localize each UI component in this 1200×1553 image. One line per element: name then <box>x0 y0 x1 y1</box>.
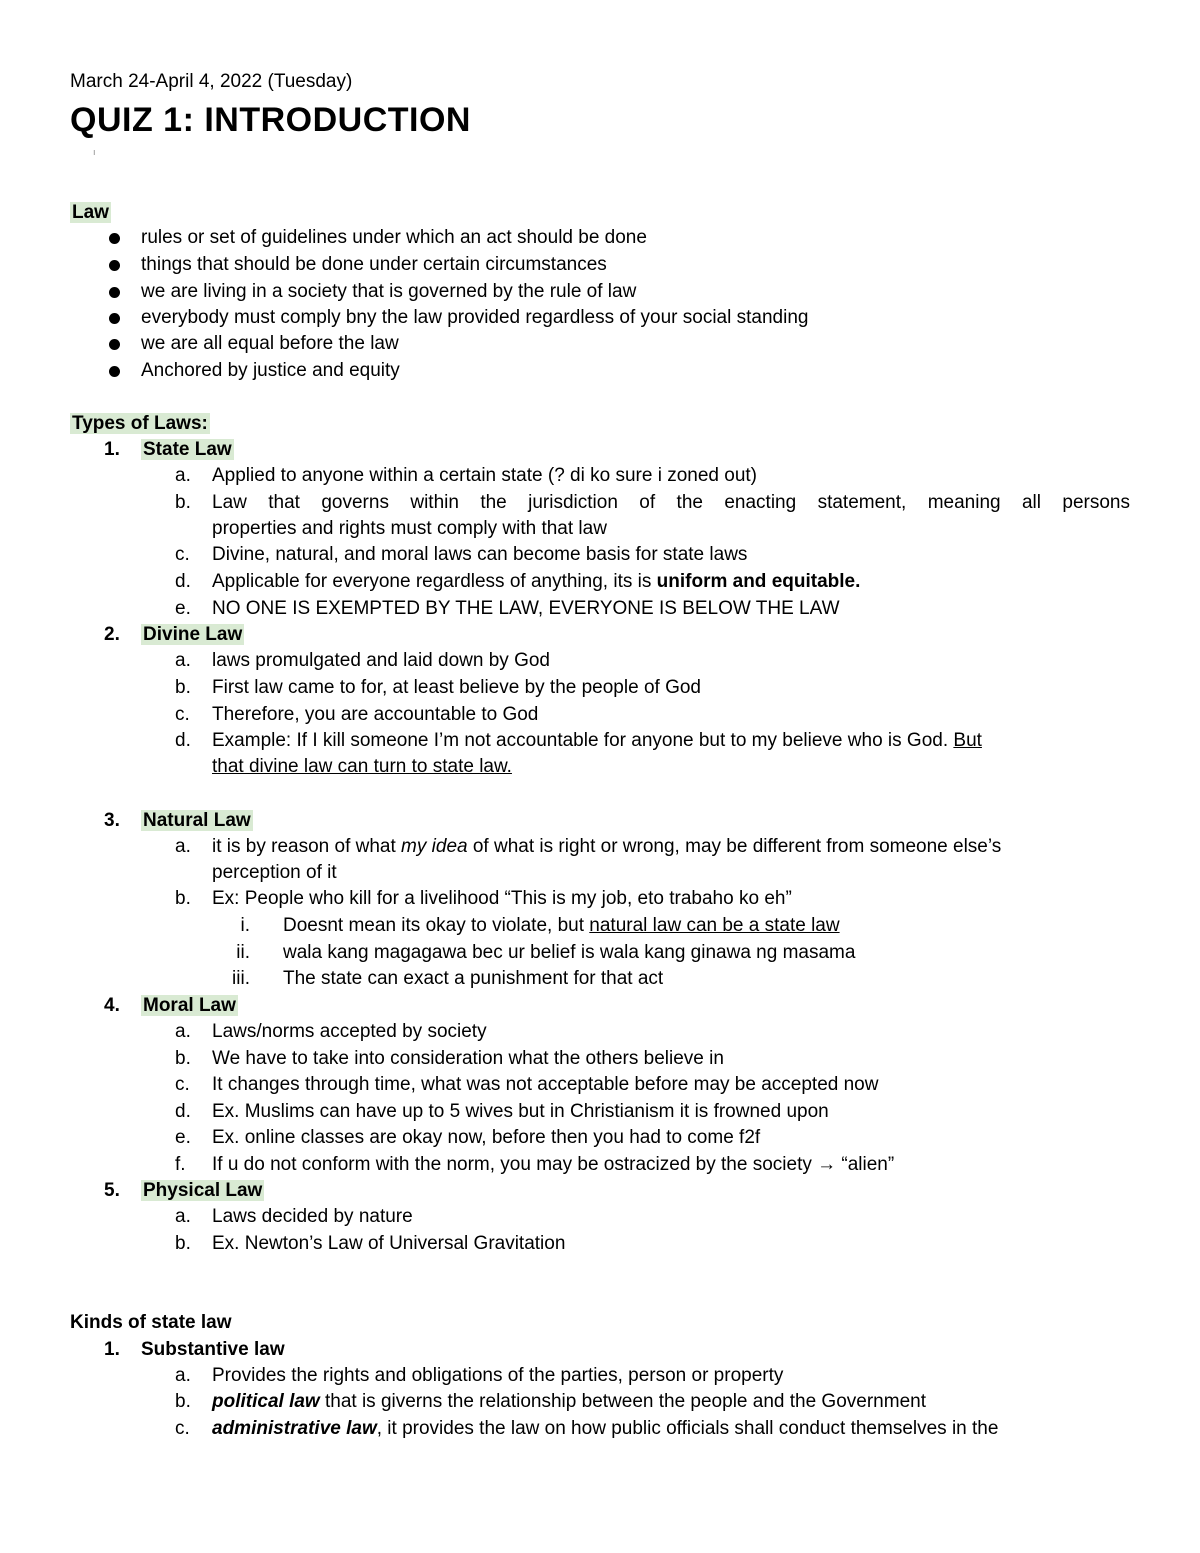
state-law-b-cont: properties and rights must comply with that law <box>212 518 607 539</box>
bullet-icon <box>109 260 120 271</box>
bullet-icon <box>109 339 120 350</box>
bullet-icon <box>109 313 120 324</box>
natural-law-a-cont: perception of it <box>212 862 337 883</box>
types-heading: Types of Laws: <box>72 413 208 434</box>
bullet-icon <box>109 366 120 377</box>
page-title: QUIZ 1: INTRODUCTION <box>70 101 471 139</box>
document-page: March 24-April 4, 2022 (Tuesday) QUIZ 1: INTRODUCTION ı Law rules or set of guidelines under which an act should be done things that should be done under certain circumstances we are living in a society that is governed by the rule of law everybody must comply bny the law provided regardless of your social standing we are all equal before the law Anchored by justice and equity Types of Laws: 1. State Law a. Applied to anyone within a certain state (? di ko sure i zoned out) b. Law that governs within the jurisdiction of the enacting statement, meaning all persons properties and rights must comply with that law c. Divine, natural, and moral laws can become basis for state laws d. Applicable for everyone regardless of anything, its is uniform and equitable. e. NO ONE IS EXEMPTED BY THE LAW, EVERYONE IS BELOW THE LAW 2. Divine Law a. laws promulgated and laid down by God b. First law came to for, at least believe by the people of God c. Therefore, you are accountable to God d. Example: If I kill someone I’m not accountable for anyone but to my believe who is God. But that divine law can turn to state law. 3. Natural Law a. it is by reason of what my idea of what is right or wrong, may be different from someone else’s perception of it b. Ex: People who kill for a livelihood “This is my job, eto trabaho ko eh” i. Doesnt mean its okay to violate, but natural law can be a state law ii. wala kang magagawa bec ur belief is wala kang ginawa ng masama iii. The state can exact a punishment for that act 4. Moral Law a. Laws/norms accepted by society b. We have to take into consideration what the others believe in c. It changes through time, what was not acceptable before may be accepted now d. Ex. Muslims can have up to 5 wives but in Christianism it is frowned upon e. Ex. online classes are okay now, before then you had to come f2f f. If u do not conform with the norm, you may be ostracized by the society → “alien” 5. Physical Law a. Laws decided by nature b. Ex. Newton’s Law of Universal Gravitation Kinds of state law 1. Substantive law a. Provides the rights and obligations of the parties, person or property b. political law that is giverns the relationship between the people and the Government c. administrative law, it provides the law on how public officials shall conduct themselves in the <box>70 71 1130 1439</box>
law-heading: Law <box>72 202 109 223</box>
kinds-heading: Kinds of state law <box>70 1312 232 1333</box>
divine-law-d-cont: that divine law can turn to state law. <box>212 756 512 777</box>
bullet-icon <box>109 287 120 298</box>
date-line: March 24-April 4, 2022 (Tuesday) <box>70 71 353 92</box>
cursor-mark: ı <box>93 147 96 157</box>
bullet-icon <box>109 233 120 244</box>
